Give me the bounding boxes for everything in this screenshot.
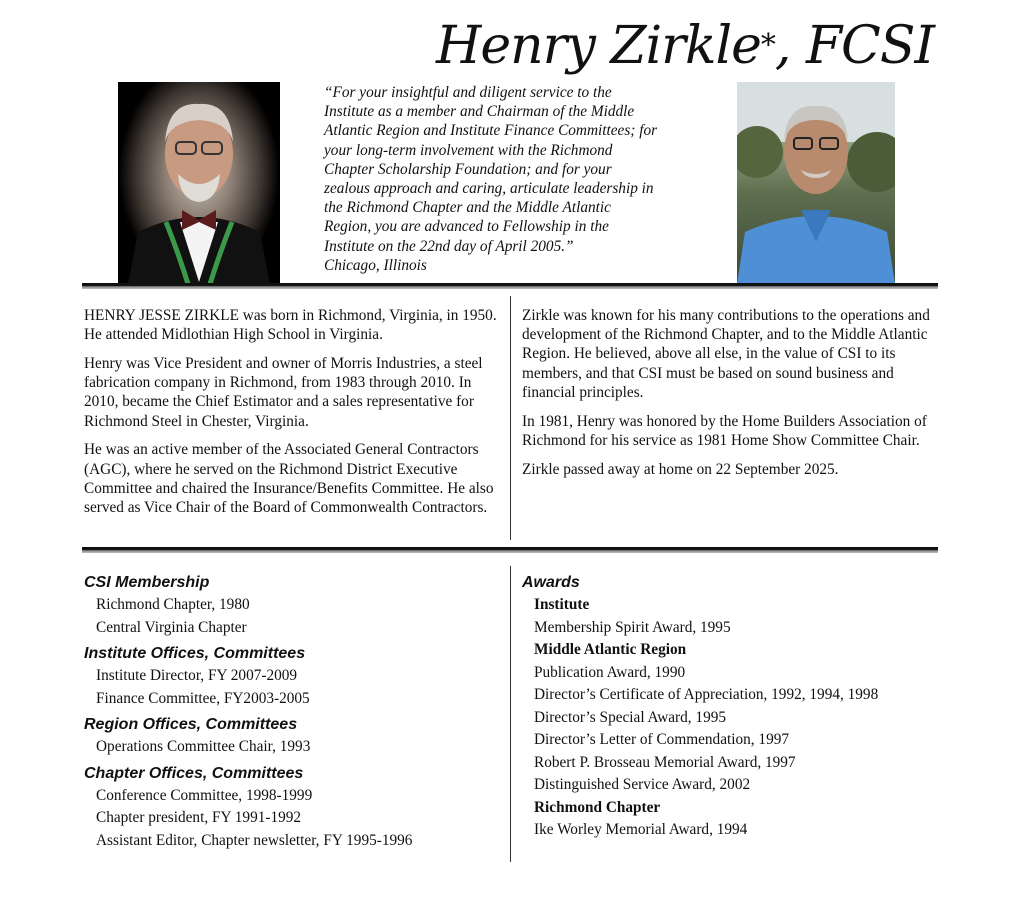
awards-region-heading: Middle Atlantic Region — [534, 641, 687, 658]
awards-chapter-heading: Richmond Chapter — [534, 798, 661, 816]
list-item: Distinguished Service Award, 2002 — [534, 776, 751, 793]
list-item: Assistant Editor, Chapter newsletter, FY 1995-1996 — [96, 831, 413, 849]
portrait-formal-icon — [118, 82, 280, 284]
list-item: Conference Committee, 1998-1999 — [96, 786, 313, 804]
list-item: Membership Spirit Award, 1995 — [534, 618, 731, 636]
bio-paragraph: In 1981, Henry was honored by the Home Builders Association of Richmond for his service as 1981 Home Show Committee Chair. — [522, 412, 927, 449]
divider-top — [82, 283, 938, 289]
list-item: Operations Committee Chair, 1993 — [96, 738, 311, 755]
list-item: Institute Director, FY 2007-2009 — [96, 667, 298, 684]
list-item: Director’s Certificate of Appreciation, 1992, 1994, 1998 — [534, 686, 879, 703]
divider-middle — [82, 547, 938, 553]
list-item: Finance Committee, FY2003-2005 — [96, 689, 310, 707]
list-item: Director’s Letter of Commendation, 1997 — [534, 731, 790, 748]
list-item: Richmond Chapter, 1980 — [96, 596, 250, 613]
awards-institute-heading: Institute — [534, 596, 590, 613]
institute-offices-heading: Institute Offices, Committees — [84, 645, 306, 662]
lists-column-divider — [510, 566, 511, 862]
bio-right-column — [522, 306, 940, 488]
list-item: Director’s Special Award, 1995 — [534, 708, 727, 726]
bio-paragraph: HENRY JESSE ZIRKLE was born in Richmond, Virginia, in 1950. He attended Midlothian High School in Virginia. — [84, 307, 497, 344]
bio-column-divider — [510, 296, 511, 540]
bio-paragraph: Henry was Vice President and owner of Morris Industries, a steel fabrication company in Richmond, from 1983 through 2010. In 2010, became the Chief Estimator and a sales representative for Richmond Steel in Chester, Virginia. — [84, 355, 483, 430]
list-item: Robert P. Brosseau Memorial Award, 1997 — [534, 753, 796, 771]
bio-paragraph: Zirkle was known for his many contributions to the operations and development of the Richmond Chapter, and to the Middle Atlantic Region. He believed, above all else, in the value of CSI to its members, and that CSI must be based on sound business and financial principles. — [522, 307, 930, 401]
citation-place: Chicago, Illinois — [324, 257, 427, 274]
portrait-casual-photo — [737, 82, 895, 284]
chapter-offices-heading: Chapter Offices, Committees — [84, 764, 304, 782]
title-star: * — [760, 28, 775, 63]
portrait-formal-photo — [118, 82, 280, 284]
title-name: Henry Zirkle — [435, 16, 761, 76]
awards-heading: Awards — [522, 574, 580, 591]
list-item: Chapter president, FY 1991-1992 — [96, 809, 302, 826]
title-suffix: , FCSI — [774, 16, 934, 76]
list-item: Publication Award, 1990 — [534, 663, 686, 681]
fellowship-citation: “For your insightful and diligent service to the Institute as a member and Chairman of the Middle Atlantic Region and Institute Finance Committees; for your long-term involvement with the Richmond Chapter Scholarship Foundation; and for your zealous approach and caring, articulate leadership in the Richmond Chapter and the Middle Atlantic Region, you are advanced to Fellowship in the Institute on the 22nd day of April 2005.” — [324, 84, 658, 255]
bio-paragraph: Zirkle passed away at home on 22 September 2025. — [522, 460, 839, 478]
portrait-casual-icon — [737, 82, 895, 284]
csi-membership-heading: CSI Membership — [84, 574, 210, 591]
page-title — [436, 14, 934, 78]
list-item: Central Virginia Chapter — [96, 618, 247, 636]
awards-column — [522, 572, 940, 842]
bio-left-column — [84, 306, 500, 527]
list-item: Ike Worley Memorial Award, 1994 — [534, 821, 748, 838]
region-offices-heading: Region Offices, Committees — [84, 716, 298, 733]
bio-paragraph: He was an active member of the Associated General Contractors (AGC), where he served on the Richmond District Executive Committee and chaired the Insurance/Benefits Committee. He also served as Vice Chair of the Board of Commonwealth Contractors. — [84, 441, 494, 517]
membership-column — [84, 572, 500, 852]
